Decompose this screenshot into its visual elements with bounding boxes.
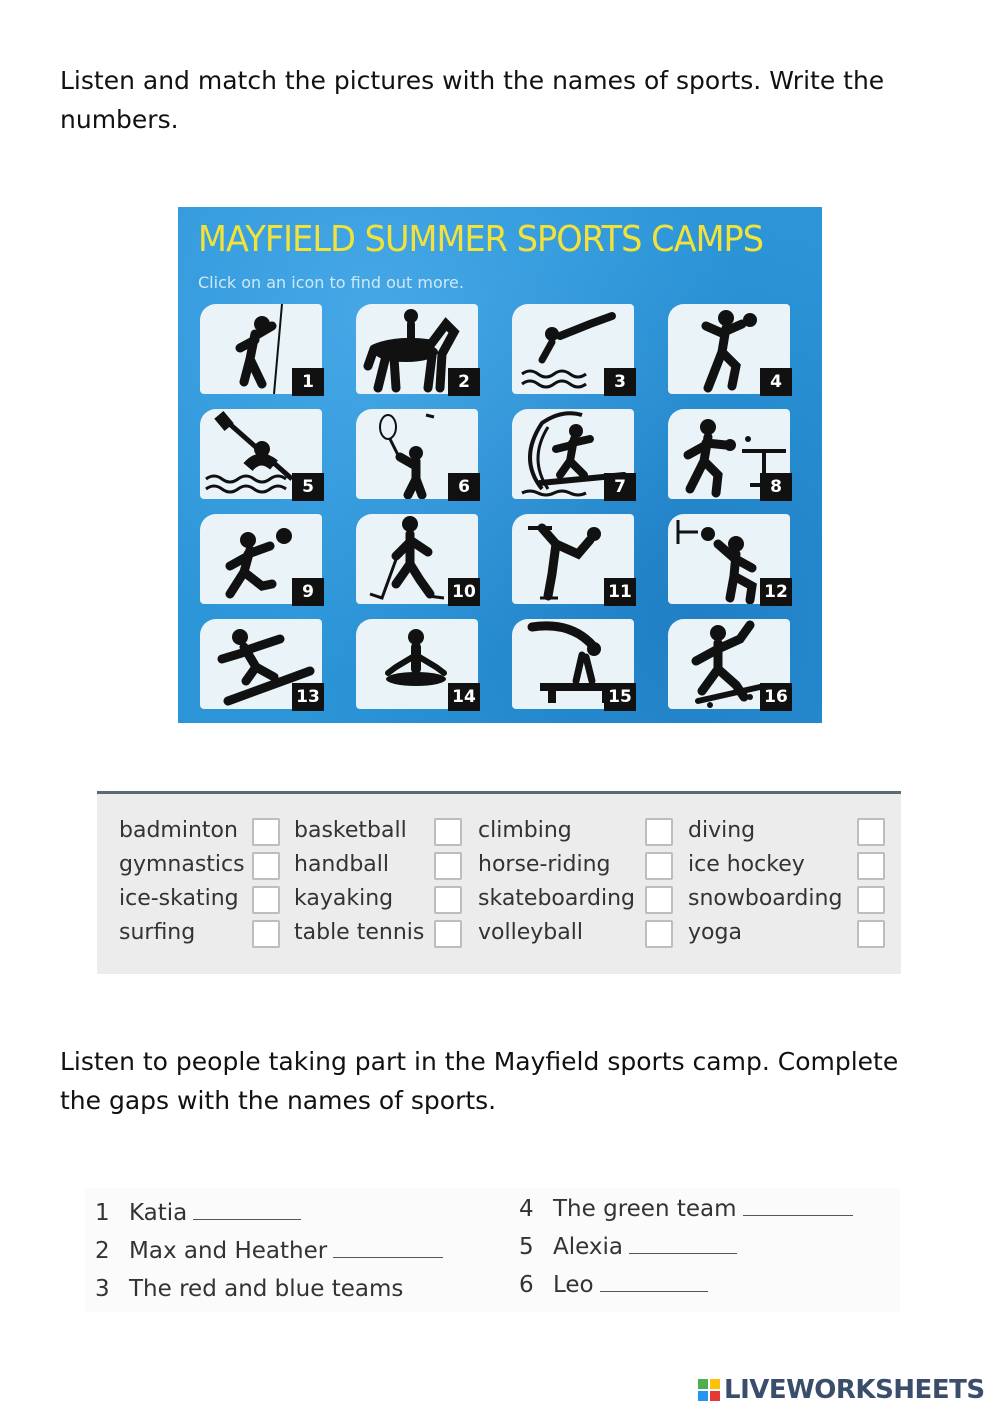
answer-box[interactable] [645, 818, 673, 846]
tile-number: 3 [604, 368, 636, 396]
tile-number: 5 [292, 473, 324, 501]
gap-label: Leo [553, 1272, 594, 1298]
word-column [688, 814, 842, 950]
tile-number: 11 [604, 578, 636, 606]
gap-number: 5 [519, 1234, 534, 1260]
answer-box[interactable] [645, 852, 673, 880]
gap-number: 4 [519, 1196, 534, 1222]
sport-word: horse-riding [478, 852, 611, 877]
answer-box[interactable] [857, 920, 885, 948]
gap-number: 6 [519, 1272, 534, 1298]
answer-box[interactable] [434, 852, 462, 880]
instruction-text-1: Listen and match the pictures with the names of sports. Write the numbers. [60, 66, 885, 134]
sport-word: skateboarding [478, 886, 636, 911]
gap-item [519, 1234, 737, 1260]
instruction-text-2: Listen to people taking part in the Mayfield sports camp. Complete the gaps with the names of sports. [60, 1047, 899, 1115]
gap-blank-input[interactable] [629, 1239, 737, 1254]
sport-word: basketball [294, 818, 407, 843]
sport-tile[interactable] [200, 409, 322, 499]
logo-mark-icon [698, 1379, 720, 1401]
answer-box[interactable] [252, 920, 280, 948]
word-column [478, 814, 635, 950]
tile-number: 12 [760, 578, 792, 606]
sport-word: diving [688, 818, 756, 843]
gap-label: Katia [129, 1200, 188, 1226]
tile-number: 7 [604, 473, 636, 501]
gap-item [519, 1196, 853, 1222]
sport-tile[interactable] [668, 619, 790, 709]
gap-blank-input[interactable] [333, 1243, 443, 1258]
gap-blank-input[interactable] [743, 1201, 853, 1216]
word-column [119, 814, 245, 950]
gap-label: The green team [553, 1196, 737, 1222]
gap-fill-list [85, 1188, 900, 1312]
tile-number: 4 [760, 368, 792, 396]
tile-number: 9 [292, 578, 324, 606]
sport-tile[interactable] [356, 619, 478, 709]
poster-title: MAYFIELD SUMMER SPORTS CAMPS [198, 219, 764, 260]
sports-word-box [97, 791, 901, 974]
sport-tile[interactable] [200, 514, 322, 604]
tile-number: 1 [292, 368, 324, 396]
gap-blank-input[interactable] [193, 1205, 301, 1220]
sport-tile[interactable] [356, 304, 478, 394]
gap-item [95, 1200, 301, 1226]
tile-number: 6 [448, 473, 480, 501]
sport-word: volleyball [478, 920, 583, 945]
sport-tile[interactable] [668, 304, 790, 394]
sport-tile[interactable] [512, 409, 634, 499]
sport-word: badminton [119, 818, 238, 843]
sport-word: snowboarding [688, 886, 843, 911]
gap-label: The red and blue teams [129, 1276, 404, 1302]
tile-number: 2 [448, 368, 480, 396]
answer-box[interactable] [252, 886, 280, 914]
gap-item [95, 1276, 403, 1302]
sport-word: climbing [478, 818, 572, 843]
gap-number: 1 [95, 1200, 110, 1226]
sport-word: kayaking [294, 886, 394, 911]
answer-box[interactable] [434, 818, 462, 846]
tile-number: 10 [448, 578, 480, 606]
sport-word: ice hockey [688, 852, 805, 877]
gap-blank-input[interactable] [600, 1277, 708, 1292]
gap-number: 2 [95, 1238, 110, 1264]
gap-label: Alexia [553, 1234, 623, 1260]
tile-number: 8 [760, 473, 792, 501]
tile-number: 13 [292, 683, 324, 711]
poster-subtitle: Click on an icon to find out more. [198, 273, 464, 292]
logo-text: LIVEWORKSHEETS [724, 1375, 985, 1405]
sport-word: ice-skating [119, 886, 239, 911]
sport-tile[interactable] [668, 514, 790, 604]
liveworksheets-logo [698, 1375, 985, 1405]
sport-word: yoga [688, 920, 742, 945]
gap-number: 3 [95, 1276, 110, 1302]
sport-tile[interactable] [200, 619, 322, 709]
answer-box[interactable] [857, 852, 885, 880]
tile-number: 16 [760, 683, 792, 711]
answer-box[interactable] [434, 886, 462, 914]
answer-box[interactable] [857, 818, 885, 846]
gap-item [519, 1272, 708, 1298]
sports-camp-poster [178, 207, 822, 723]
tile-number: 14 [448, 683, 480, 711]
sport-tile[interactable] [512, 619, 634, 709]
answer-box[interactable] [645, 886, 673, 914]
tile-number: 15 [604, 683, 636, 711]
sport-tile[interactable] [356, 409, 478, 499]
gap-item [95, 1238, 443, 1264]
sport-tile[interactable] [356, 514, 478, 604]
sport-word: table tennis [294, 920, 425, 945]
answer-box[interactable] [252, 852, 280, 880]
sport-tile[interactable] [200, 304, 322, 394]
sport-tile[interactable] [668, 409, 790, 499]
answer-box[interactable] [434, 920, 462, 948]
word-column [294, 814, 424, 950]
answer-box[interactable] [645, 920, 673, 948]
sport-word: gymnastics [119, 852, 245, 877]
answer-box[interactable] [857, 886, 885, 914]
sport-tile[interactable] [512, 514, 634, 604]
sport-tile[interactable] [512, 304, 634, 394]
answer-box[interactable] [252, 818, 280, 846]
gap-label: Max and Heather [129, 1238, 328, 1264]
sport-word: handball [294, 852, 390, 877]
sport-word: surfing [119, 920, 196, 945]
